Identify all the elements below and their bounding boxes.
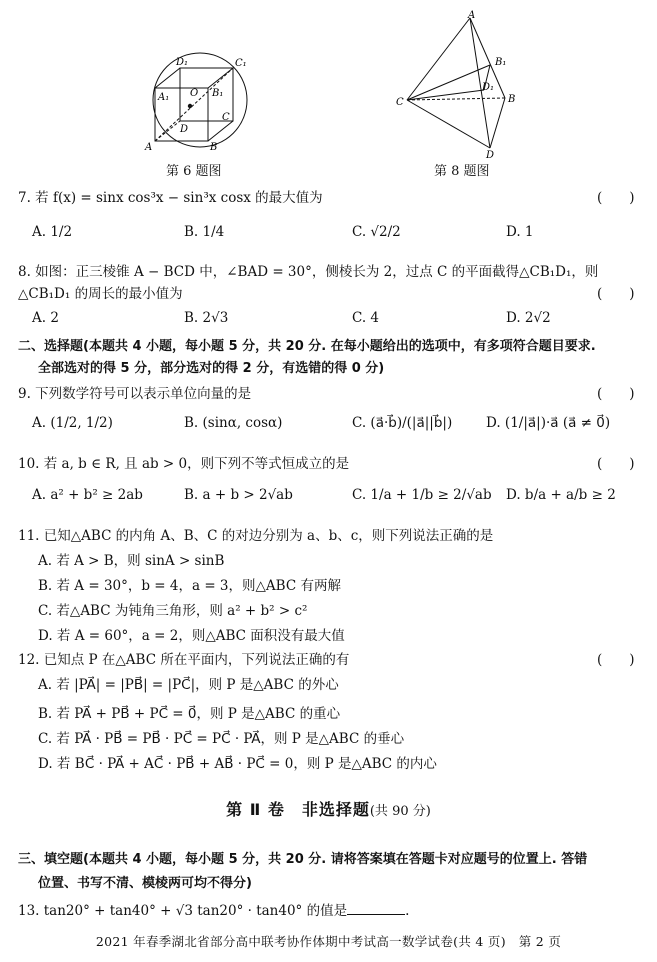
question-12-option-c: C. 若 PA⃗ · PB⃗ = PB⃗ · PC⃗ = PC⃗ · PA⃗，则 P 是△ABC 的垂心 [38,731,405,747]
question-8-option-a: A. 2 [32,310,59,326]
question-10-option-d: D. b/a + a/b ≥ 2 [506,487,616,503]
question-11-option-d: D. 若 A = 60°，a = 2，则△ABC 面积没有最大值 [38,628,345,644]
question-7-option-d: D. 1 [506,224,534,240]
question-9-option-d: D. (1/|a⃗|)·a⃗ (a⃗ ≠ 0⃗) [486,415,611,431]
question-10-answer-paren: ( ) [597,456,635,472]
fig8-label-a: A [468,10,476,21]
question-13 [18,899,639,919]
page-footer: 2021 年春季湖北省部分高中联考协作体期中考试高一数学试卷(共 4 页) 第 2 页 [95,934,562,949]
question-8-option-c: C. 4 [352,310,380,326]
question-11-option-a: A. 若 A > B，则 sinA > sinB [38,553,225,569]
fig8-label-b1: B₁ [495,57,507,68]
question-12-answer-paren: ( ) [597,652,635,668]
question-10-stem: 10. 若 a, b ∈ R, 且 ab > 0，则下列不等式恒成立的是 [18,456,350,472]
question-7-answer-paren: ( ) [597,190,635,206]
question-12-stem: 12. 已知点 P 在△ABC 所在平面内，下列说法正确的有 [18,652,350,668]
fig6-label-b1: B₁ [212,88,224,99]
fig6-label-a1: A₁ [158,92,170,103]
question-9-option-b: B. (sinα, cosα) [184,415,283,431]
question-11-stem: 11. 已知△ABC 的内角 A、B、C 的对边分别为 a、b、c，则下列说法正确的是 [18,528,494,544]
question-7-option-c: C. √2/2 [352,224,401,240]
fig8-label-c: C [396,97,404,108]
fig6-label-b: B [210,142,218,153]
question-8-answer-paren: ( ) [597,286,635,302]
fig8-label-d: D [486,150,495,160]
question-9-option-c: C. (a⃗·b⃗)/(|a⃗||b⃗|) [352,415,453,431]
figure-6-caption: 第 6 题图 [166,164,222,179]
question-9-stem: 9. 下列数学符号可以表示单位向量的是 [18,386,252,402]
figure-8-caption: 第 8 题图 [434,164,490,179]
question-9-option-a: A. (1/2, 1/2) [32,415,113,431]
section-2-heading-line1: 二、选择题(本题共 4 小题，每小题 5 分，共 20 分. 在每小题给出的选项中，有多项符合题目要求. [18,339,596,354]
section-3-heading-line2: 位置、书写不清、模棱两可均不得分) [38,876,252,891]
question-12-option-d: D. 若 BC⃗ · PA⃗ + AC⃗ · PB⃗ + AB⃗ · PC⃗ = 0，则 P 是△ABC 的内心 [38,756,437,772]
part-2-heading [0,797,657,820]
section-2-heading-line2: 全部选对的得 5 分，部分选对的得 2 分，有选错的得 0 分) [38,361,385,376]
question-10-option-b: B. a + b > 2√ab [184,487,293,503]
question-7-stem: 7. 若 f(x) = sinx cos³x − sin³x cosx 的最大值为 [18,190,323,206]
fig6-label-d1: D₁ [176,57,189,68]
fig6-label-c1: C₁ [235,58,247,69]
fig6-label-a: A [145,142,153,153]
question-8-option-d: D. 2√2 [506,310,551,326]
question-8-stem-line2: △CB₁D₁ 的周长的最小值为 [18,286,183,302]
question-12-option-b: B. 若 PA⃗ + PB⃗ + PC⃗ = 0⃗，则 P 是△ABC 的重心 [38,706,341,722]
part-2-title: 第 Ⅱ 卷 非选择题 [226,800,370,819]
fig6-label-c: C [222,112,230,123]
figure-8-tetrahedron [392,10,527,160]
fig8-label-b: B [508,94,516,105]
question-13-answer-blank[interactable] [347,903,405,915]
part-2-note: (共 90 分) [369,804,431,819]
section-3-heading-line1: 三、填空题(本题共 4 小题，每小题 5 分，共 20 分. 请将答案填在答题卡对应题号的位置上. 答错 [18,852,588,867]
fig6-label-o: O [190,88,199,99]
question-8-stem-line1: 8. 如图：正三棱锥 A − BCD 中，∠BAD = 30°，侧棱长为 2，过点 C 的平面截得△CB₁D₁，则 [18,264,599,280]
question-12-option-a: A. 若 |PA⃗| = |PB⃗| = |PC⃗|，则 P 是△ABC 的外心 [38,677,339,693]
figure-6-cube-sphere [140,50,260,160]
question-7-option-b: B. 1/4 [184,224,225,240]
question-13-end: . [405,903,410,919]
question-7-option-a: A. 1/2 [32,224,73,240]
question-13-stem: 13. tan20° + tan40° + √3 tan20° · tan40° 的值是 [18,903,348,919]
question-10-option-c: C. 1/a + 1/b ≥ 2/√ab [352,487,492,503]
question-11-option-b: B. 若 A = 30°，b = 4，a = 3，则△ABC 有两解 [38,578,341,594]
fig6-label-d: D [180,124,189,135]
question-9-answer-paren: ( ) [597,386,635,402]
question-10-option-a: A. a² + b² ≥ 2ab [32,487,143,503]
fig8-label-d1: D₁ [482,82,495,93]
question-11-option-c: C. 若△ABC 为钝角三角形，则 a² + b² > c² [38,603,308,619]
question-8-option-b: B. 2√3 [184,310,229,326]
